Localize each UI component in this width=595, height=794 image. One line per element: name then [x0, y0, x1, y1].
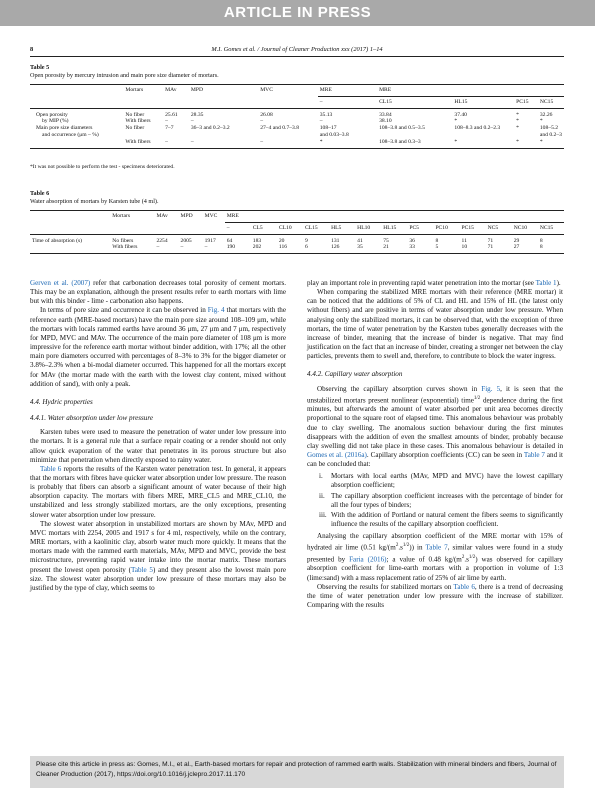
table6-label: Table 6 — [30, 190, 50, 197]
text-run: .s — [464, 555, 469, 564]
table6-cell: 8 — [538, 244, 564, 253]
table6-cell: 116 — [277, 244, 303, 253]
table5-col-mvc: MVC — [258, 85, 318, 97]
table6-cell: 41 — [357, 237, 363, 244]
table6-subheader-cell: HL10 — [355, 222, 381, 234]
table6-subheader-cell: CL5 — [251, 222, 277, 234]
table5-cell: 26.08 — [260, 111, 273, 118]
table6-cell: 11 — [461, 237, 467, 244]
text-run: ; a value of 0.48 kg/(m — [386, 555, 462, 564]
table5-sub-hl15: HL15 — [452, 96, 514, 108]
table-link[interactable]: Table 1 — [535, 279, 557, 287]
table6-col-mortars: Mortars — [110, 211, 154, 223]
paragraph — [307, 279, 563, 288]
text-run: play an important role in preventing rapid water penetration into the mortar (see — [307, 279, 536, 287]
right-text-column — [307, 279, 563, 610]
table6-cell: 8 — [435, 237, 439, 244]
table5-cell: 108–5.2 — [539, 125, 559, 132]
table-link[interactable]: Table 7 — [425, 543, 448, 552]
table5-cell: No fiber — [125, 111, 145, 118]
table5-cell: No fiber — [125, 125, 145, 132]
table5-label: Table 5 — [30, 64, 50, 71]
table5-cell: – — [190, 118, 194, 125]
table5-cell: – — [189, 139, 258, 148]
text-run: . Capillary absorption coefficients (CC) can be seen in — [366, 451, 524, 460]
table5-sub-dash: – — [318, 96, 377, 108]
table5-sub-nc15: NC15 — [538, 96, 564, 108]
list-text: The capillary absorption coefficient increases with the percentage of binder for all the four types of binders; — [331, 491, 563, 509]
figure-link[interactable]: Fig. 4 — [207, 306, 225, 315]
table5-cell: – — [258, 139, 318, 148]
table5-cell: 25.61 — [165, 111, 178, 118]
text-run: Observing the capillary absorption curves shown in — [317, 384, 482, 393]
list-text: Mortars with local earths (MAv, MPD and MVC) have the lowest capillary absorption coefficient; — [331, 472, 563, 490]
citation-link[interactable]: Gomes et al. (2016a) — [307, 451, 367, 460]
table6-cell: 6 — [303, 244, 329, 253]
list-item — [319, 511, 563, 529]
list-item — [319, 472, 563, 490]
table6-subheader-cell: CL15 — [303, 222, 329, 234]
text-run: and it can be concluded that: — [307, 451, 563, 469]
list-number: iii. — [319, 510, 327, 519]
text-run: )) in — [409, 543, 426, 552]
table5-header-row — [30, 85, 564, 97]
table6-cell: – — [179, 244, 203, 253]
table5-cell: * — [318, 139, 377, 148]
table6-caption — [30, 190, 159, 206]
table6-cell: 20 — [278, 237, 285, 244]
text-run: , it is seen that the unstabilized mortars present nonlinear (exponential) time — [307, 384, 563, 405]
table6-subheader-cell: – — [225, 222, 251, 234]
table6-cell: 36 — [409, 237, 415, 244]
table-link[interactable]: Table 6 — [453, 582, 475, 591]
table6-cell: 1917 — [204, 237, 216, 244]
table5-cell: and 0.03–3.8 — [319, 131, 349, 138]
table-link[interactable]: Table 6 — [40, 464, 62, 473]
table5-cell: 37.40 — [454, 111, 467, 118]
table-row — [30, 234, 564, 244]
table5-cell: * — [516, 118, 519, 125]
paragraph: Karsten tubes were used to measure the penetration of water under low pressure into the mortars. It is a general rule that a surface repair coating or a render should not only allow quick evaporation of the water that penetrates in its porous structure but also minimize that penetration when directly exposed to rainy water. — [30, 428, 286, 464]
journal-citation: M.I. Gomes et al. / Journal of Cleaner Production xxx (2017) 1–14 — [211, 46, 383, 53]
table5-cell: 27–4 and 0.7–3.8 — [260, 125, 300, 132]
paragraph — [30, 520, 286, 593]
table-row — [30, 125, 564, 132]
table5-cell: * — [538, 139, 564, 148]
table5-cell: 108–3.8 and 0.3–3 — [377, 139, 452, 148]
table6-subheader-cell: PC5 — [407, 222, 433, 234]
table5-sub-pc15: PC15 — [514, 96, 538, 108]
table-row — [30, 108, 564, 118]
table6-cell: – — [203, 244, 225, 253]
table6-cell: 71 — [486, 244, 512, 253]
text-run: reports the results of the Karsten water penetration test. In general, it appears that the mortars with fibres have quicker water absorption under low pressure. The reason is probably that fibers can absorb a significant amount of water because of their high absorption capacity. The mortars with fibers MRE, MRE_CL5 and MRE_CL10, the unstabilized and less strongly stabilized mortars, are the only exceptions, presenting slower water absorption under low pressure. — [30, 464, 286, 519]
superscript: 2 — [395, 543, 399, 549]
table5-prop: and occurrence (μm – %) — [42, 131, 99, 138]
table6-cell: 202 — [251, 244, 277, 253]
citation-link[interactable]: Gerven et al. (2007) — [30, 279, 91, 287]
table6-cell: 131 — [331, 237, 340, 244]
table5-cell: * — [454, 118, 458, 125]
table6-cell: 190 — [225, 244, 251, 253]
table5-prop: Main pore size diameters — [36, 125, 93, 132]
text-run: refer that carbonation decreases total porosity of cement mortars. This may be an explanation, although the present results refer to earth mortars with lime but with this binder - lime - carbonation also happens. — [30, 279, 286, 306]
text-run: dependence during the first minutes, but afterwards the amount of water absorbed per unit area becomes directly proportional to the square root of elapsed time. This anomalous behaviour was probably due to clay swelling. The anomalous suction behaviour during the first minutes disappears with the addition of even the smallest amounts of binder, probably because clay swelling did not take place in these cases. This anomalous behaviour is detailed in — [307, 396, 563, 450]
table5-cell: 32.26 — [539, 111, 553, 118]
text-run: ). — [556, 279, 561, 287]
list-number: ii. — [319, 491, 325, 500]
table6-fiber: No fibers — [112, 237, 134, 244]
table5-col-mre: MRE — [318, 85, 377, 97]
table6-fiber: With fibers — [110, 244, 154, 253]
table5-cell: and 0.2–3 — [539, 131, 562, 138]
table5-cell: 108–8.3 and 0.2–2.3 — [454, 125, 501, 132]
table6-row-label: Time of absorption (s) — [32, 237, 82, 244]
table6-cell: 10 — [460, 244, 486, 253]
table5-cell: * — [516, 111, 519, 118]
section-heading: 4.4. Hydric properties — [30, 397, 93, 406]
paragraph — [30, 279, 286, 306]
citation-link[interactable]: Faria (2016) — [349, 555, 387, 564]
table6-subheader-cell: NC5 — [486, 222, 512, 234]
table5-col-mpd: MPD — [189, 85, 258, 97]
paragraph — [307, 532, 563, 583]
superscript: 1/2 — [402, 543, 410, 549]
table6-cell: 27 — [512, 244, 538, 253]
table5-caption — [30, 64, 219, 80]
table6-cell: 9 — [304, 237, 308, 244]
table5-cell: – — [260, 118, 263, 125]
paragraph — [307, 583, 563, 610]
table5-prop: Open porosity — [36, 111, 68, 118]
paragraph — [307, 385, 563, 470]
table6-header-row — [30, 211, 564, 223]
table5-cell: 35.13 — [319, 111, 333, 118]
text-run: .s — [398, 543, 403, 552]
table6-cell: 183 — [252, 237, 262, 244]
list-number: i. — [319, 472, 323, 481]
table-link[interactable]: Table 7 — [523, 451, 545, 460]
subsection-heading: 4.4.2. Capillary water absorption — [307, 370, 403, 379]
table6-subheader-cell: HL5 — [329, 222, 355, 234]
table6-cell: 21 — [381, 244, 407, 253]
table6-cell: 71 — [487, 237, 494, 244]
table6-subheader-cell: NC15 — [538, 222, 564, 234]
figure-link[interactable]: Fig. 5 — [481, 384, 501, 393]
table5-cell: * — [514, 139, 538, 148]
page-number: 8 — [30, 46, 34, 53]
paragraph — [30, 465, 286, 520]
table5-cell: 108–3.8 and 0.5–3.5 — [379, 125, 425, 132]
table-row — [30, 244, 564, 253]
article-in-press-banner: ARTICLE IN PRESS — [0, 0, 595, 26]
conclusion-list — [319, 472, 563, 529]
table6-caption-text: Water absorption of mortars by Karsten tube (4 ml). — [30, 198, 159, 205]
table6-cell: 33 — [407, 244, 433, 253]
table6-subheader-row — [30, 222, 564, 234]
list-text: With the addition of Portland or natural cement the fibers seems to significantly influence the results of the capillary absorption coefficient. — [331, 510, 563, 529]
text-run: The slowest water absorption in unstabilized mortars are shown by MAv, MPD and MVC mortars with 2254, 2005 and 1917 s for 4 ml, respectively, while on the contrary, MRE mortars, with a kaolinitic clay, absorb water much more quickly. It means that the mortars made with the rammed earth materials, MAv, MPD and MVC, provide the best microstructure, preventing rapid water intake into the mortar matrix. These mortars present the lowest open porosity ( — [30, 519, 286, 574]
table5-col-mre-group: MRE — [377, 85, 564, 97]
text-run: that mortars with the reference earth (MRE-based mortars) have the main pore size around 108–109 μm, while the mortars with locals rammed earths have around 36 μm, 27 μm and 7 μm, respectively for MPD, MVC and MAv. The occurrence of the main pore diameter of 108 μm is more impressive for the reference earth mortar without binder addition, with 17%; all the other main pore diameters occurred with percentages of 8–3% to 3% for the bigger diameter or 3.8%–2.3% when a bi-modal diameter occurred. This happened for all the mortars except for MAv (the mortar made with the earth with the lowest clay content, mixed without addition of sand), with only a peak. — [30, 306, 287, 388]
table6-subheader-cell: CL10 — [277, 222, 303, 234]
table5-cell: * — [539, 118, 543, 125]
table5-cell: With fibers — [125, 118, 151, 125]
table6-cell: 29 — [513, 237, 520, 244]
text-run: Observing the results for stabilized mortars on — [317, 582, 454, 591]
subsection-heading: 4.4.1. Water absorption under low pressure — [30, 414, 153, 423]
table6-cell: 75 — [383, 237, 389, 244]
table6-cell: 64 — [226, 237, 233, 244]
left-text-column — [30, 279, 286, 593]
table5-cell: * — [516, 125, 519, 132]
table5-cell: 108–17 — [319, 125, 337, 132]
citation-footer: Please cite this article in press as: Gomes, M.I., et al., Earth-based mortars for repair and protection of rammed earth walls. Stabilization with mineral binders and fibers, Journal of Cleaner Production (2017), https://doi.org/10.1016/j.jclepro.2017.11.170 — [30, 756, 564, 788]
table6-col-mre: MRE — [225, 211, 251, 223]
table6-subheader-cell: PC10 — [433, 222, 459, 234]
paragraph: When comparing the stabilized MRE mortars with their reference (MRE mortar) it can be noticed that the additions of 5% of CL and HL and 15% of HL (the latest only without fibers) and are positive in terms of water absorption under low pressure. When analysing only the stabilized mortars, it can be observed that, with the exception of three mortars, the time of water penetration by the Karsten tubes generally decreases with the increase of binder, meaning that the increase of binder is negative. That may find justification on the fact that an increase of binder, creating a stronger net between the clay particles, prevents them to swell and, therefore, to contribute to block the water ingress. — [307, 288, 563, 361]
text-run: Analysing the capillary absorption coefficient of the MRE mortar with 15% of hydrated air lime (0.51 kg/(m — [307, 532, 563, 552]
text-run: In terms of pore size and occurrence it can be observed in — [40, 306, 208, 315]
list-item — [319, 492, 563, 510]
table6-cell: 8 — [539, 237, 543, 244]
table5-cell: * — [452, 139, 514, 148]
text-run: , similar values were found in a study presented by — [307, 543, 563, 564]
table5-cell: 7–7 — [165, 125, 174, 132]
table5-footnote: *It was not possible to perform the test - specimens deteriorated. — [30, 164, 175, 170]
table6-col-mav: MAv — [154, 211, 178, 223]
table5-prop: by MIP (%) — [42, 118, 69, 125]
superscript: 1/2 — [473, 395, 481, 401]
table6-cell: – — [154, 244, 178, 253]
table6 — [30, 210, 564, 254]
table5-cell: – — [163, 139, 189, 148]
table-row — [30, 118, 564, 125]
table6-cell: 35 — [355, 244, 381, 253]
table5-caption-text: Open porosity by mercury intrusion and main pore size diameter of mortars. — [30, 72, 219, 79]
table6-cell: 126 — [329, 244, 355, 253]
text-run: , there is a trend of decreasing the time of water penetration under low pressure with the increase of stabilizer. Comparing with the results — [307, 582, 563, 610]
table6-cell: 5 — [433, 244, 459, 253]
table5-cell: With fibers — [123, 139, 163, 148]
table5-cell: – — [165, 118, 168, 125]
table6-col-mpd: MPD — [179, 211, 203, 223]
table5 — [30, 84, 564, 149]
table6-col-mvc: MVC — [203, 211, 225, 223]
table5-subheader-row — [30, 96, 564, 108]
table-row — [30, 139, 564, 148]
table5-cell: 38.10 — [379, 118, 392, 125]
paragraph — [30, 306, 286, 388]
text-run: ) and they present also the lowest main pore size. The slowest water absorption under low pressure of these mortars may also be justified by the type of clay, which seems to — [30, 565, 286, 592]
table5-cell: 36–3 and 0.2–3.2 — [190, 125, 230, 132]
table5-cell: 33.84 — [379, 111, 392, 118]
table6-cell: 2005 — [180, 237, 192, 244]
table6-subheader-cell: NC10 — [512, 222, 538, 234]
table5-col-mav: MAv — [163, 85, 189, 97]
table6-cell: 2254 — [156, 237, 168, 244]
table6-subheader-cell: HL15 — [381, 222, 407, 234]
table5-sub-cl15: CL15 — [377, 96, 452, 108]
superscript: 2 — [461, 554, 465, 560]
table-row — [30, 132, 564, 139]
text-run: ) was observed for capillary absorption coefficient for lime-earth mortars with a proportion in volume of 1:3 (lime:sand) with a mass replacement ratio of 25% of air lime by earth. — [307, 555, 563, 582]
table-link[interactable]: Table 5 — [131, 565, 153, 574]
table5-col-mortars: Mortars — [123, 85, 163, 97]
superscript: 1/2 — [468, 554, 476, 560]
header-rule — [30, 56, 564, 57]
table5-cell: 28.35 — [190, 111, 204, 118]
table6-subheader-cell: PC15 — [460, 222, 486, 234]
table5-cell: – — [319, 118, 323, 125]
